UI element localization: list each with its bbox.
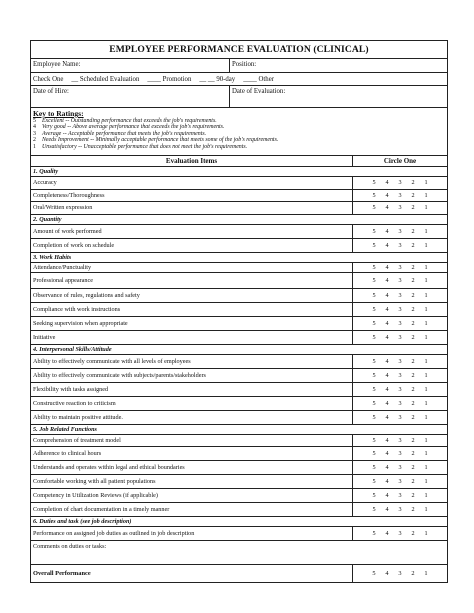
- table-row: [31, 225, 447, 239]
- rating-option-2[interactable]: 2: [411, 191, 415, 199]
- evaluation-item-label: Comfortable working with all patient populations: [31, 475, 353, 488]
- rating-scale: [353, 397, 447, 410]
- rating-option-1[interactable]: 1: [424, 464, 428, 471]
- key-description: Very good -- Above average performance that exceeds the job's requirements.: [42, 124, 225, 131]
- rating-option-5[interactable]: 5: [372, 478, 376, 485]
- key-number: 4: [33, 124, 36, 131]
- table-row: [31, 273, 447, 289]
- rating-option-1[interactable]: 1: [424, 357, 428, 365]
- rating-option-1[interactable]: 1: [424, 179, 428, 187]
- check-one-row: [31, 73, 447, 86]
- key-description: Unsatisfactory -- Unacceptable performance that does not meet the job's requirements.: [42, 143, 248, 150]
- table-row: [31, 331, 447, 345]
- rating-option-5[interactable]: 5: [372, 492, 376, 499]
- rating-option-1[interactable]: 1: [424, 227, 428, 235]
- rating-scale: [353, 369, 447, 382]
- key-line: [33, 144, 445, 150]
- rating-option-3[interactable]: 3: [398, 492, 402, 499]
- rating-option-3[interactable]: 3: [398, 371, 402, 379]
- key-to-ratings: [31, 108, 447, 156]
- rating-scale: [353, 411, 447, 424]
- rating-option-2[interactable]: 2: [411, 204, 415, 212]
- evaluation-item-label: Observance of rules, regulations and safety: [31, 289, 353, 302]
- rating-scale: [353, 303, 447, 316]
- table-row: [31, 503, 447, 517]
- evaluation-item-label: Initiative: [31, 331, 353, 344]
- key-number: 2: [33, 137, 36, 144]
- option-scheduled-evaluation[interactable]: __ Scheduled Evaluation: [71, 75, 140, 83]
- rating-option-3[interactable]: 3: [398, 413, 402, 421]
- section-title: 4. Interpersonal Skills/Attitude: [31, 345, 447, 355]
- rating-option-1[interactable]: 1: [424, 276, 428, 284]
- form-title: EMPLOYEE PERFORMANCE EVALUATION (CLINICAL): [31, 41, 447, 59]
- rating-option-2[interactable]: 2: [411, 227, 415, 235]
- evaluation-item-label: Understands and operates within legal and ethical boundaries: [31, 461, 353, 474]
- rating-option-1[interactable]: 1: [424, 450, 428, 457]
- employee-name-field[interactable]: Employee Name:: [33, 61, 81, 68]
- rating-option-3[interactable]: 3: [398, 263, 402, 271]
- rating-option-2[interactable]: 2: [411, 371, 415, 379]
- table-row: [31, 263, 447, 273]
- rating-option-5[interactable]: 5: [372, 371, 376, 379]
- rating-scale: [353, 263, 447, 272]
- rating-option-4[interactable]: 4: [385, 506, 389, 513]
- table-row: [31, 190, 447, 203]
- evaluation-form: [30, 40, 448, 583]
- rating-option-4[interactable]: 4: [385, 191, 389, 199]
- rating-option-5[interactable]: 5: [372, 464, 376, 471]
- evaluation-item-label: Compliance with work instructions: [31, 303, 353, 316]
- evaluation-item-label: Competency in Utilization Reviews (if applicable): [31, 489, 353, 502]
- rating-option-4[interactable]: 4: [385, 305, 389, 313]
- overall-performance-row: [31, 565, 447, 582]
- evaluation-item-label: Professional appearance: [31, 273, 353, 288]
- overall-performance-label: Overall Performance: [31, 565, 353, 582]
- table-row: [31, 397, 447, 411]
- check-one-label: Check One: [33, 75, 64, 83]
- rating-option-1[interactable]: 1: [424, 263, 428, 271]
- rating-option-3[interactable]: 3: [398, 450, 402, 457]
- rating-option-1[interactable]: 1: [424, 305, 428, 313]
- rating-option-2[interactable]: 2: [411, 319, 415, 327]
- rating-option-1[interactable]: 1: [424, 436, 428, 444]
- key-description: Excellent -- Outstanding performance that exceeds the job's requirements.: [42, 118, 217, 124]
- rating-option-2[interactable]: 2: [411, 436, 415, 444]
- option-90-day[interactable]: __ __ 90-day: [199, 75, 236, 83]
- rating-option-5[interactable]: 5: [372, 506, 376, 513]
- rating-option-2[interactable]: 2: [411, 291, 415, 299]
- table-row: [31, 475, 447, 489]
- rating-option-1[interactable]: 1: [424, 204, 428, 212]
- rating-option-5[interactable]: 5: [372, 436, 376, 444]
- rating-option-2[interactable]: 2: [411, 333, 415, 341]
- table-row: [31, 303, 447, 317]
- col-circle-one: Circle One: [383, 157, 417, 165]
- key-description: Needs Improvement -- Minimally acceptable performance that meets some of the job's requirements.: [42, 137, 279, 144]
- evaluation-item-label: Amount of work performed: [31, 225, 353, 238]
- rating-option-2[interactable]: 2: [411, 464, 415, 471]
- rating-option-2[interactable]: 2: [411, 530, 415, 537]
- rating-scale: [353, 383, 447, 396]
- rating-option-3[interactable]: 3: [398, 478, 402, 485]
- rating-option-2[interactable]: 2: [411, 506, 415, 513]
- rating-option-1[interactable]: 1: [424, 241, 428, 249]
- table-row: [31, 355, 447, 369]
- rating-option-4[interactable]: 4: [385, 241, 389, 249]
- key-number: 5: [33, 118, 36, 124]
- rating-scale: [353, 435, 447, 447]
- option-other[interactable]: ____ Other: [243, 75, 274, 83]
- rating-option-2[interactable]: 2: [411, 399, 415, 407]
- section-title: 6. Duties and task (see job description): [31, 517, 447, 527]
- rating-option-4[interactable]: 4: [385, 291, 389, 299]
- evaluation-item-label: Attendance/Punctuality: [31, 263, 353, 272]
- rating-option-3[interactable]: 3: [398, 570, 402, 577]
- rating-option-3[interactable]: 3: [398, 530, 402, 537]
- rating-option-3[interactable]: 3: [398, 191, 402, 199]
- evaluation-item-label: Constructive reaction to criticism: [31, 397, 353, 410]
- rating-option-5[interactable]: 5: [372, 291, 376, 299]
- rating-option-2[interactable]: 2: [411, 263, 415, 271]
- evaluation-item-label: Completion of chart documentation in a timely manner: [31, 503, 353, 516]
- rating-option-2[interactable]: 2: [411, 305, 415, 313]
- rating-option-1[interactable]: 1: [424, 530, 428, 537]
- rating-scale: [353, 475, 447, 488]
- rating-scale: [353, 289, 447, 302]
- rating-option-4[interactable]: 4: [385, 227, 389, 235]
- rating-option-2[interactable]: 2: [411, 385, 415, 393]
- rating-option-4[interactable]: 4: [385, 464, 389, 471]
- rating-scale: [353, 177, 447, 189]
- rating-option-5[interactable]: 5: [372, 179, 376, 187]
- rating-option-3[interactable]: 3: [398, 333, 402, 341]
- rating-option-3[interactable]: 3: [398, 227, 402, 235]
- rating-option-4[interactable]: 4: [385, 333, 389, 341]
- table-row: [31, 317, 447, 331]
- rating-option-3[interactable]: 3: [398, 436, 402, 444]
- rating-option-3[interactable]: 3: [398, 385, 402, 393]
- dates-row: [31, 86, 447, 108]
- rating-option-2[interactable]: 2: [411, 570, 415, 577]
- rating-scale: [353, 447, 447, 460]
- rating-option-2[interactable]: 2: [411, 357, 415, 365]
- rating-option-5[interactable]: 5: [372, 204, 376, 212]
- rating-option-5[interactable]: 5: [372, 241, 376, 249]
- rating-option-5[interactable]: 5: [372, 305, 376, 313]
- rating-option-3[interactable]: 3: [398, 241, 402, 249]
- position-field[interactable]: Position:: [229, 59, 447, 72]
- table-row: [31, 289, 447, 303]
- key-title: Key to Ratings:: [33, 109, 84, 118]
- name-position-row: [31, 59, 447, 73]
- section-title: 3. Work Habits: [31, 253, 447, 263]
- evaluation-item-label: Completion of work on schedule: [31, 239, 353, 252]
- rating-scale: [353, 503, 447, 516]
- section-title: 1. Quality: [31, 167, 447, 177]
- evaluation-item-label: Accuracy: [31, 177, 353, 189]
- evaluation-item-label: Adherence to clinical hours: [31, 447, 353, 460]
- table-row: [31, 239, 447, 253]
- rating-option-4[interactable]: 4: [385, 319, 389, 327]
- rating-option-1[interactable]: 1: [424, 319, 428, 327]
- rating-option-4[interactable]: 4: [385, 492, 389, 499]
- rating-scale: [353, 202, 447, 214]
- key-number: 1: [33, 143, 36, 150]
- rating-option-3[interactable]: 3: [398, 291, 402, 299]
- rating-option-4[interactable]: 4: [385, 450, 389, 457]
- col-evaluation-items: Evaluation Items: [31, 156, 353, 166]
- date-of-evaluation-field[interactable]: Date of Evaluation:: [229, 86, 447, 107]
- rating-option-3[interactable]: 3: [398, 204, 402, 212]
- rating-scale: [353, 489, 447, 502]
- evaluation-item-label: Oral/Written expression: [31, 202, 353, 214]
- rating-option-1[interactable]: 1: [424, 478, 428, 485]
- rating-option-1[interactable]: 1: [424, 492, 428, 499]
- rating-option-1[interactable]: 1: [424, 413, 428, 421]
- rating-scale: [353, 239, 447, 252]
- rating-option-5[interactable]: 5: [372, 570, 376, 577]
- rating-option-4[interactable]: 4: [385, 385, 389, 393]
- table-row: [31, 202, 447, 215]
- rating-option-1[interactable]: 1: [424, 333, 428, 341]
- rating-scale: [353, 527, 447, 540]
- rating-option-4[interactable]: 4: [385, 413, 389, 421]
- table-row: [31, 461, 447, 475]
- rating-option-3[interactable]: 3: [398, 179, 402, 187]
- evaluation-item-label: Comprehension of treatment model: [31, 435, 353, 447]
- rating-option-3[interactable]: 3: [398, 305, 402, 313]
- table-row: [31, 489, 447, 503]
- rating-option-2[interactable]: 2: [411, 492, 415, 499]
- table-row: [31, 177, 447, 190]
- rating-scale: [353, 225, 447, 238]
- rating-option-2[interactable]: 2: [411, 413, 415, 421]
- rating-option-3[interactable]: 3: [398, 357, 402, 365]
- key-description: Average -- Acceptable performance that meets the job's requirements.: [42, 130, 207, 137]
- rating-option-1[interactable]: 1: [424, 506, 428, 513]
- comments-field[interactable]: Comments on duties or tasks:: [31, 541, 447, 565]
- rating-option-5[interactable]: 5: [372, 357, 376, 365]
- rating-scale: [353, 565, 447, 582]
- rating-option-2[interactable]: 2: [411, 450, 415, 457]
- rating-option-5[interactable]: 5: [372, 263, 376, 271]
- rating-scale: [353, 461, 447, 474]
- rating-option-4[interactable]: 4: [385, 179, 389, 187]
- rating-scale: [353, 317, 447, 330]
- evaluation-item-label: Completeness/Thoroughness: [31, 190, 353, 202]
- table-row: [31, 383, 447, 397]
- rating-option-2[interactable]: 2: [411, 179, 415, 187]
- rating-option-5[interactable]: 5: [372, 530, 376, 537]
- rating-option-4[interactable]: 4: [385, 570, 389, 577]
- rating-scale: [353, 355, 447, 368]
- rating-option-5[interactable]: 5: [372, 276, 376, 284]
- rating-option-5[interactable]: 5: [372, 413, 376, 421]
- rating-option-4[interactable]: 4: [385, 276, 389, 284]
- evaluation-item-label: Performance on assigned job duties as outlined in job description: [31, 527, 353, 540]
- table-row: [31, 435, 447, 448]
- option-promotion[interactable]: ____ Promotion: [147, 75, 192, 83]
- rating-option-5[interactable]: 5: [372, 191, 376, 199]
- table-row: [31, 369, 447, 383]
- rating-option-4[interactable]: 4: [385, 357, 389, 365]
- rating-option-2[interactable]: 2: [411, 276, 415, 284]
- rating-option-3[interactable]: 3: [398, 506, 402, 513]
- rating-option-3[interactable]: 3: [398, 464, 402, 471]
- rating-option-5[interactable]: 5: [372, 399, 376, 407]
- rating-option-1[interactable]: 1: [424, 191, 428, 199]
- rating-scale: [353, 273, 447, 288]
- section-title: 5. Job Related Functions: [31, 425, 447, 435]
- evaluation-sections: [31, 167, 447, 541]
- date-of-hire-field[interactable]: Date of Hire:: [33, 88, 69, 95]
- rating-option-4[interactable]: 4: [385, 478, 389, 485]
- rating-option-4[interactable]: 4: [385, 399, 389, 407]
- rating-option-4[interactable]: 4: [385, 371, 389, 379]
- rating-option-5[interactable]: 5: [372, 450, 376, 457]
- key-number: 3: [33, 130, 36, 137]
- rating-option-1[interactable]: 1: [424, 570, 428, 577]
- evaluation-item-label: Ability to maintain positive attitude.: [31, 411, 353, 424]
- rating-scale: [353, 331, 447, 344]
- rating-option-4[interactable]: 4: [385, 530, 389, 537]
- table-header: [31, 156, 447, 167]
- evaluation-item-label: Ability to effectively communicate with subjects/parents/stakeholders: [31, 369, 353, 382]
- rating-option-4[interactable]: 4: [385, 263, 389, 271]
- rating-option-5[interactable]: 5: [372, 227, 376, 235]
- rating-option-5[interactable]: 5: [372, 385, 376, 393]
- rating-option-3[interactable]: 3: [398, 399, 402, 407]
- key-lines: [33, 118, 445, 150]
- evaluation-item-label: Flexibility with tasks assigned: [31, 383, 353, 396]
- evaluation-item-label: Seeking supervision when appropriate: [31, 317, 353, 330]
- rating-option-2[interactable]: 2: [411, 478, 415, 485]
- section-title: 2. Quantity: [31, 215, 447, 225]
- evaluation-item-label: Ability to effectively communicate with all levels of employees: [31, 355, 353, 368]
- rating-option-5[interactable]: 5: [372, 333, 376, 341]
- rating-option-2[interactable]: 2: [411, 241, 415, 249]
- rating-option-1[interactable]: 1: [424, 291, 428, 299]
- table-row: [31, 411, 447, 425]
- table-row: [31, 527, 447, 541]
- rating-scale: [353, 190, 447, 202]
- table-row: [31, 447, 447, 461]
- rating-option-4[interactable]: 4: [385, 204, 389, 212]
- rating-option-1[interactable]: 1: [424, 371, 428, 379]
- rating-option-1[interactable]: 1: [424, 399, 428, 407]
- rating-option-5[interactable]: 5: [372, 319, 376, 327]
- rating-option-3[interactable]: 3: [398, 276, 402, 284]
- rating-option-1[interactable]: 1: [424, 385, 428, 393]
- rating-option-3[interactable]: 3: [398, 319, 402, 327]
- rating-option-4[interactable]: 4: [385, 436, 389, 444]
